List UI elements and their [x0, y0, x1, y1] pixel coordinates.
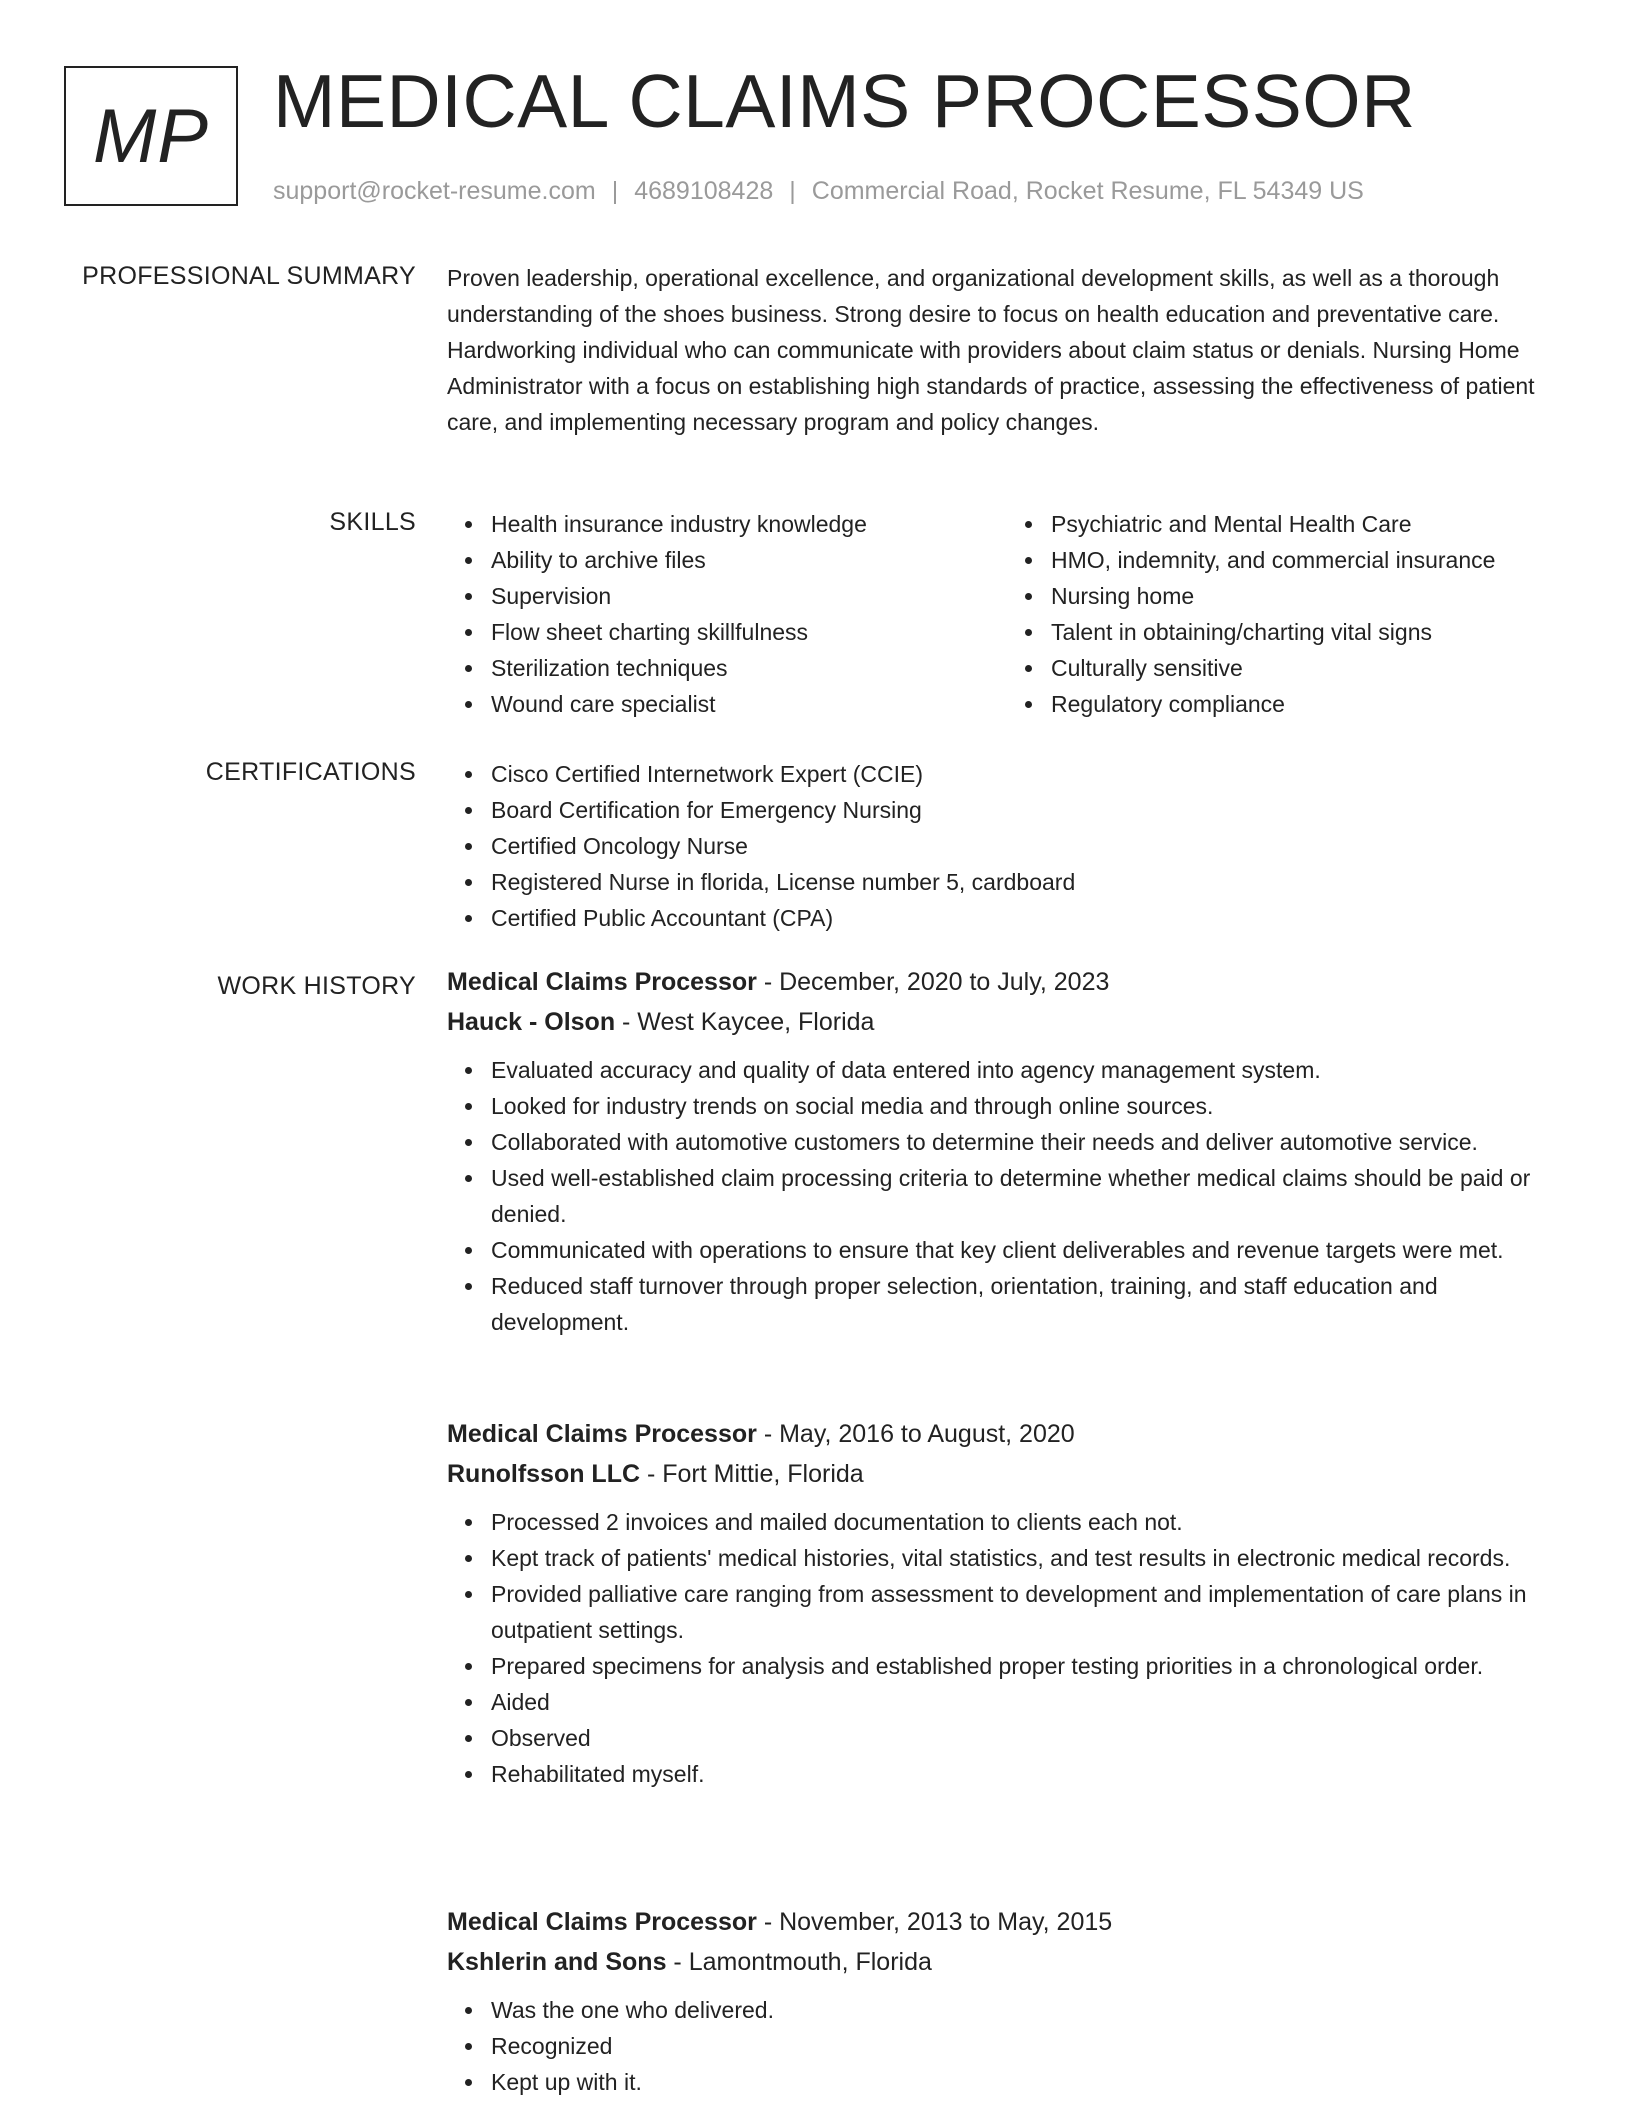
job-company-line — [447, 1454, 1567, 1494]
list-item: Nursing home — [1051, 578, 1567, 614]
certifications-list — [447, 756, 1567, 936]
job-location: - Lamontmouth, Florida — [666, 1948, 932, 1976]
job-company-line — [447, 1002, 1567, 1042]
contact-address: Commercial Road, Rocket Resume, FL 54349 US — [811, 177, 1364, 205]
job-dates: - December, 2020 to July, 2023 — [756, 968, 1110, 996]
job-title-line — [447, 1414, 1567, 1454]
list-item: Used well-established claim processing criteria to determine whether medical claims should be paid or denied. — [491, 1160, 1567, 1232]
job-bullets — [447, 1992, 1567, 2100]
summary-text: Proven leadership, operational excellence, and organizational development skills, as well as a thorough understanding of the shoes business. Strong desire to focus on health education and preventative care. Hardworking individual who can communicate with providers about claim status or denials. Nursing Home Administrator with a focus on establishing high standards of practice, assessing the effectiveness of patient care, and implementing necessary program and policy changes. — [447, 265, 1535, 435]
job-dates: - May, 2016 to August, 2020 — [756, 1420, 1075, 1448]
list-item: Psychiatric and Mental Health Care — [1051, 506, 1567, 542]
list-item: HMO, indemnity, and commercial insurance — [1051, 542, 1567, 578]
contact-email: support@rocket-resume.com — [273, 177, 596, 205]
list-item: Culturally sensitive — [1051, 650, 1567, 686]
job-entry — [447, 962, 1567, 1340]
job-title-line — [447, 962, 1567, 1002]
list-item: Board Certification for Emergency Nursing — [491, 792, 1567, 828]
list-item: Kept up with it. — [491, 2064, 1567, 2100]
job-title: Medical Claims Processor — [447, 968, 757, 996]
list-item: Reduced staff turnover through proper selection, orientation, training, and staff education and development. — [491, 1268, 1567, 1340]
list-item: Rehabilitated myself. — [491, 1756, 1567, 1792]
list-item: Prepared specimens for analysis and established proper testing priorities in a chronological order. — [491, 1648, 1567, 1684]
job-company-line — [447, 1942, 1567, 1982]
job-bullets — [447, 1504, 1567, 1792]
job-dates: - November, 2013 to May, 2015 — [756, 1908, 1113, 1936]
job-title-line — [447, 1902, 1567, 1942]
list-item: Talent in obtaining/charting vital signs — [1051, 614, 1567, 650]
skills-list-left — [447, 506, 1007, 722]
list-item: Aided — [491, 1684, 1567, 1720]
list-item: Regulatory compliance — [1051, 686, 1567, 722]
job-company: Hauck - Olson — [447, 1008, 616, 1036]
section-label-work-history: WORK HISTORY — [217, 972, 416, 1000]
job-title: Medical Claims Processor — [447, 1420, 757, 1448]
section-label-skills: SKILLS — [329, 508, 416, 536]
list-item: Cisco Certified Internetwork Expert (CCIE) — [491, 756, 1567, 792]
list-item: Looked for industry trends on social media and through online sources. — [491, 1088, 1567, 1124]
job-bullets — [447, 1052, 1567, 1340]
list-item: Provided palliative care ranging from assessment to development and implementation of care plans in outpatient settings. — [491, 1576, 1567, 1648]
list-item: Health insurance industry knowledge — [491, 506, 1007, 542]
job-entry — [447, 1414, 1567, 1792]
resume-name: MEDICAL CLAIMS PROCESSOR — [273, 59, 1416, 143]
list-item: Was the one who delivered. — [491, 1992, 1567, 2028]
list-item: Supervision — [491, 578, 1007, 614]
job-company: Runolfsson LLC — [447, 1460, 641, 1488]
section-label-certifications: CERTIFICATIONS — [205, 758, 416, 786]
list-item: Ability to archive files — [491, 542, 1007, 578]
job-location: - West Kaycee, Florida — [615, 1008, 875, 1036]
contact-separator: | — [611, 177, 619, 205]
list-item: Wound care specialist — [491, 686, 1007, 722]
job-location: - Fort Mittie, Florida — [640, 1460, 864, 1488]
contact-line — [273, 176, 1364, 206]
list-item: Communicated with operations to ensure that key client deliverables and revenue targets were met. — [491, 1232, 1567, 1268]
list-item: Observed — [491, 1720, 1567, 1756]
list-item: Recognized — [491, 2028, 1567, 2064]
list-item: Evaluated accuracy and quality of data entered into agency management system. — [491, 1052, 1567, 1088]
list-item: Registered Nurse in florida, License number 5, cardboard — [491, 864, 1567, 900]
list-item: Collaborated with automotive customers to determine their needs and deliver automotive service. — [491, 1124, 1567, 1160]
section-label-summary: PROFESSIONAL SUMMARY — [82, 262, 416, 290]
monogram-logo: MP — [64, 66, 238, 206]
job-company: Kshlerin and Sons — [447, 1948, 667, 1976]
list-item: Sterilization techniques — [491, 650, 1007, 686]
list-item: Kept track of patients' medical histories, vital statistics, and test results in electronic medical records. — [491, 1540, 1567, 1576]
contact-separator: | — [789, 177, 796, 205]
contact-phone: 4689108428 — [634, 177, 774, 205]
list-item: Processed 2 invoices and mailed documentation to clients each not. — [491, 1504, 1567, 1540]
list-item: Certified Oncology Nurse — [491, 828, 1567, 864]
list-item: Certified Public Accountant (CPA) — [491, 900, 1567, 936]
list-item: Flow sheet charting skillfulness — [491, 614, 1007, 650]
job-title: Medical Claims Processor — [447, 1908, 757, 1936]
job-entry — [447, 1902, 1567, 2100]
skills-list-right — [1007, 506, 1567, 722]
